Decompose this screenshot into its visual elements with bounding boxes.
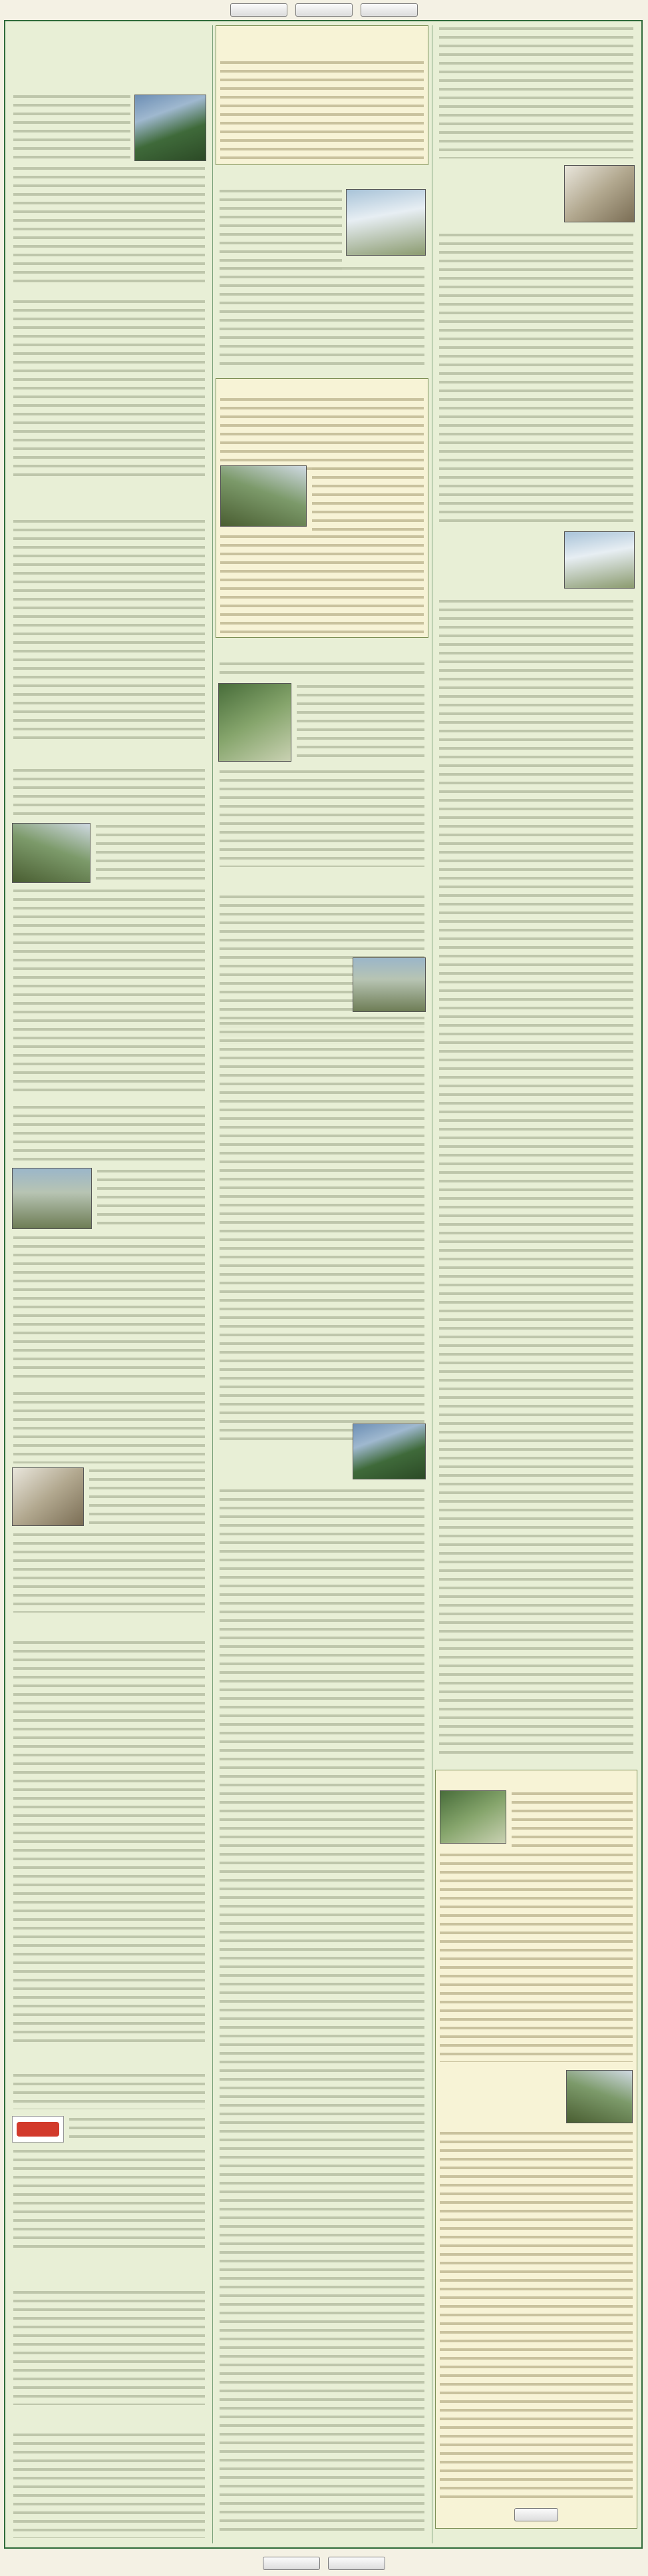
meetup-site bbox=[9, 2056, 209, 2256]
save-the-date-box bbox=[216, 25, 428, 165]
notice-photo bbox=[440, 1790, 506, 1844]
new-password bbox=[9, 2416, 209, 2542]
earth-day bbox=[9, 2262, 209, 2409]
award-photo bbox=[12, 1168, 92, 1229]
first-aid-photo bbox=[220, 465, 307, 527]
annual-report bbox=[9, 1390, 209, 1617]
annual-report-cover bbox=[12, 1467, 84, 1526]
right-column bbox=[435, 25, 637, 2543]
annual-meeting-photo bbox=[12, 823, 90, 883]
left-column bbox=[9, 25, 209, 2543]
annual-meeting bbox=[9, 751, 209, 1097]
chapter-news bbox=[9, 298, 209, 485]
next-gazette-button[interactable] bbox=[361, 3, 418, 17]
from-the-chair bbox=[9, 79, 209, 292]
winter-hike-photo bbox=[346, 189, 426, 256]
advance-notices-box bbox=[435, 1770, 637, 2529]
leader-role bbox=[9, 1623, 209, 2049]
slip-and-slide bbox=[216, 172, 428, 372]
next-gazette-button[interactable] bbox=[328, 2557, 385, 2570]
notice-photo bbox=[566, 2070, 633, 2123]
close-button[interactable] bbox=[514, 2508, 558, 2521]
activity-photo bbox=[564, 165, 635, 222]
solo-basic-first-aid-box bbox=[216, 378, 428, 638]
leadership-roster bbox=[9, 491, 209, 744]
hiking-chair-photo bbox=[218, 683, 291, 762]
middle-column bbox=[216, 25, 428, 2543]
activity-photo bbox=[564, 531, 635, 589]
new-hiking-chair bbox=[216, 644, 428, 871]
activities-listing-continued bbox=[435, 25, 637, 1756]
awards bbox=[9, 1104, 209, 1384]
meetup-logo bbox=[12, 2116, 64, 2143]
activities-listing bbox=[216, 878, 428, 2535]
activity-photo bbox=[353, 1423, 426, 1479]
column-divider bbox=[212, 25, 213, 2543]
activity-photo bbox=[353, 957, 426, 1012]
print-gazette-button[interactable] bbox=[295, 3, 353, 17]
top-nav bbox=[0, 0, 648, 20]
chair-photo bbox=[134, 95, 206, 161]
bottom-nav bbox=[0, 2553, 648, 2573]
masthead bbox=[9, 27, 209, 53]
previous-gazette-button[interactable] bbox=[263, 2557, 320, 2570]
previous-gazette-button[interactable] bbox=[230, 3, 287, 17]
newsletter-frame bbox=[4, 20, 643, 2549]
